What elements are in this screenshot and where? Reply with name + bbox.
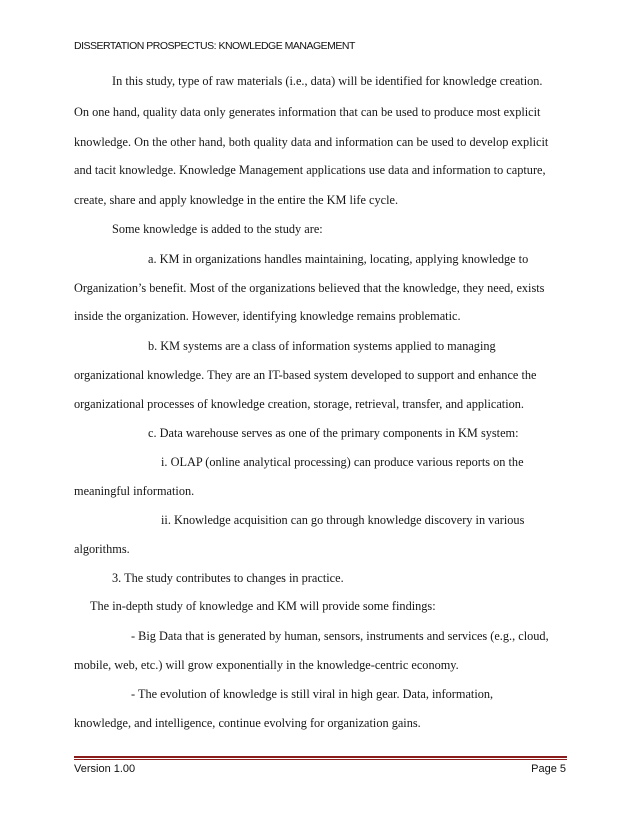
body-line-8: Organization’s benefit. Most of the organizations believed that the knowledge, they need, exists [74, 281, 545, 295]
body-line-21: mobile, web, etc.) will grow exponentially in the knowledge-centric economy. [74, 658, 459, 672]
list-item-b: b. KM systems are a class of information systems applied to managing [148, 339, 496, 353]
numbered-item-3: 3. The study contributes to changes in practice. [112, 571, 344, 585]
sub-item-ii: ii. Knowledge acquisition can go through knowledge discovery in various [161, 513, 525, 527]
body-line-6: Some knowledge is added to the study are: [112, 222, 323, 236]
footer-version: Version 1.00 [74, 763, 136, 775]
body-line-23: knowledge, and intelligence, continue evolving for organization gains. [74, 716, 421, 730]
body-line-9: inside the organization. However, identifying knowledge remains problematic. [74, 309, 461, 323]
list-item-a: a. KM in organizations handles maintaining, locating, applying knowledge to [148, 252, 529, 266]
body-line-19: The in-depth study of knowledge and KM will provide some findings: [90, 599, 436, 613]
footer-rule-thin [74, 759, 567, 760]
footer-page-number: Page 5 [531, 763, 566, 775]
body-line-17: algorithms. [74, 542, 130, 556]
bullet-item-big-data: - Big Data that is generated by human, sensors, instruments and services (e.g., cloud, [131, 629, 549, 643]
body-line-1: In this study, type of raw materials (i.e., data) will be identified for knowledge creation. [112, 74, 543, 88]
bullet-item-evolution: - The evolution of knowledge is still viral in high gear. Data, information, [131, 687, 494, 701]
running-header: DISSERTATION PROSPECTUS: KNOWLEDGE MANAGEMENT [74, 40, 355, 52]
sub-item-i: i. OLAP (online analytical processing) can produce various reports on the [161, 455, 524, 469]
list-item-c: c. Data warehouse serves as one of the primary components in KM system: [148, 426, 519, 440]
body-line-11: organizational knowledge. They are an IT-based system developed to support and enhance the [74, 368, 537, 382]
body-line-15: meaningful information. [74, 484, 195, 498]
body-line-2: On one hand, quality data only generates information that can be used to produce most explicit [74, 105, 541, 119]
body-line-4: and tacit knowledge. Knowledge Management applications use data and information to capture, [74, 163, 546, 177]
body-line-5: create, share and apply knowledge in the entire the KM life cycle. [74, 193, 399, 207]
body-line-12: organizational processes of knowledge creation, storage, retrieval, transfer, and application. [74, 397, 524, 411]
footer-rule-thick [74, 756, 567, 758]
body-line-3: knowledge. On the other hand, both quality data and information can be used to develop explicit [74, 135, 549, 149]
